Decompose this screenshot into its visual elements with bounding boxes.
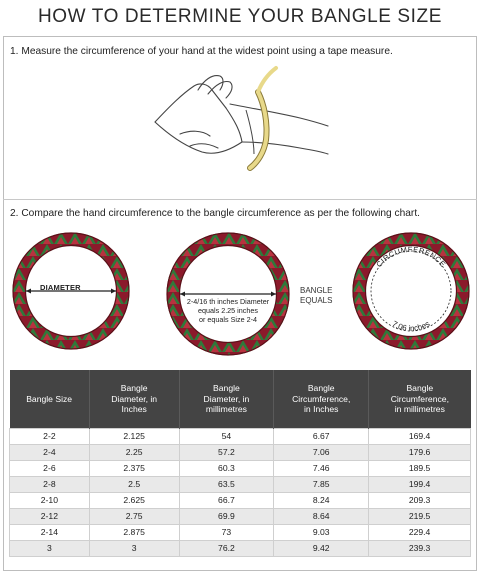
equals-line-2: EQUALS: [300, 296, 333, 305]
cell-diameter-in: 3: [89, 540, 179, 556]
cell-diameter-in: 2.125: [89, 428, 179, 444]
cell-circumference-in: 8.64: [274, 508, 369, 524]
cell-size: 2-4: [10, 444, 90, 460]
cell-circumference-in: 7.06: [274, 444, 369, 460]
cell-diameter-in: 2.625: [89, 492, 179, 508]
table-row: [10, 444, 471, 460]
table-header-row: [10, 370, 471, 428]
cell-size: 3: [10, 540, 90, 556]
header-line: Inches: [121, 404, 147, 414]
bangle-equals-text: [300, 286, 332, 306]
header-bangle-size: [10, 370, 90, 428]
table-row: [10, 508, 471, 524]
cell-circumference-mm: 199.4: [369, 476, 471, 492]
step-2-instruction: 2. Compare the hand circumference to the bangle circumference as per the following chart.: [10, 208, 420, 219]
table-row: [10, 428, 471, 444]
header-line: Bangle: [213, 383, 240, 393]
header-line: Circumference,: [292, 393, 351, 404]
cell-circumference-in: 9.42: [274, 540, 369, 556]
note-line-2: equals 2.25 inches: [198, 306, 258, 315]
cell-diameter-mm: 63.5: [179, 476, 274, 492]
header-line: millimetres: [205, 404, 247, 414]
header-line: Diameter, in: [111, 393, 158, 404]
cell-diameter-in: 2.5: [89, 476, 179, 492]
header-line: Bangle: [307, 383, 335, 393]
table-row: [10, 524, 471, 540]
cell-circumference-mm: 239.3: [369, 540, 471, 556]
header-line: Circumference,: [390, 393, 449, 404]
cell-circumference-mm: 189.5: [369, 460, 471, 476]
cell-size: 2-6: [10, 460, 90, 476]
header-line: Bangle Size: [26, 393, 73, 404]
cell-diameter-mm: 69.9: [179, 508, 274, 524]
table-row: [10, 460, 471, 476]
cell-circumference-in: 9.03: [274, 524, 369, 540]
cell-circumference-mm: 219.5: [369, 508, 471, 524]
cell-diameter-in: 2.25: [89, 444, 179, 460]
cell-circumference-mm: 179.6: [369, 444, 471, 460]
table-row: [10, 492, 471, 508]
hand-measuring-illustration: [150, 64, 330, 184]
cell-diameter-mm: 60.3: [179, 460, 274, 476]
header-line: in millimetres: [394, 404, 445, 414]
cell-diameter-mm: 66.7: [179, 492, 274, 508]
table-row: [10, 540, 471, 556]
circumference-value: 7.06 inches: [390, 319, 432, 334]
header-circumference-mm: [369, 370, 471, 428]
header-line: Bangle: [120, 383, 148, 393]
cell-size: 2-14: [10, 524, 90, 540]
equals-line-1: BANGLE: [300, 286, 333, 295]
cell-diameter-mm: 54: [179, 428, 274, 444]
cell-size: 2-12: [10, 508, 90, 524]
header-diameter-mm: [179, 370, 274, 428]
header-diameter-inches: [89, 370, 179, 428]
cell-diameter-in: 2.375: [89, 460, 179, 476]
header-circumference-inches: [274, 370, 369, 428]
cell-circumference-mm: 209.3: [369, 492, 471, 508]
cell-circumference-mm: 229.4: [369, 524, 471, 540]
cell-size: 2-2: [10, 428, 90, 444]
header-line: Bangle: [406, 383, 434, 393]
header-line: in Inches: [304, 404, 339, 414]
cell-circumference-in: 7.46: [274, 460, 369, 476]
cell-diameter-mm: 73: [179, 524, 274, 540]
circumference-label: CIRCUMFERENCE: [374, 244, 448, 269]
table-row: [10, 476, 471, 492]
cell-circumference-mm: 169.4: [369, 428, 471, 444]
note-line-1: 2-4/16 th inches Diameter: [186, 297, 270, 306]
header-line: Diameter, in: [203, 393, 250, 404]
bangle-size-note: [180, 297, 276, 324]
cell-diameter-mm: 57.2: [179, 444, 274, 460]
cell-circumference-in: 6.67: [274, 428, 369, 444]
cell-size: 2-8: [10, 476, 90, 492]
step-1-instruction: 1. Measure the circumference of your hand at the widest point using a tape measure.: [10, 46, 393, 57]
cell-circumference-in: 7.85: [274, 476, 369, 492]
diameter-label: DIAMETER: [40, 283, 81, 292]
cell-diameter-in: 2.75: [89, 508, 179, 524]
cell-circumference-in: 8.24: [274, 492, 369, 508]
cell-size: 2-10: [10, 492, 90, 508]
bangle-size-table: [9, 370, 471, 557]
note-line-3: or equals Size 2-4: [199, 315, 257, 324]
bangle-size-note-illustration: [166, 232, 290, 356]
cell-diameter-in: 2.875: [89, 524, 179, 540]
page-title: HOW TO DETERMINE YOUR BANGLE SIZE: [37, 6, 443, 27]
section-divider: [3, 199, 477, 200]
cell-diameter-mm: 76.2: [179, 540, 274, 556]
bangle-circumference-illustration: [352, 232, 470, 350]
